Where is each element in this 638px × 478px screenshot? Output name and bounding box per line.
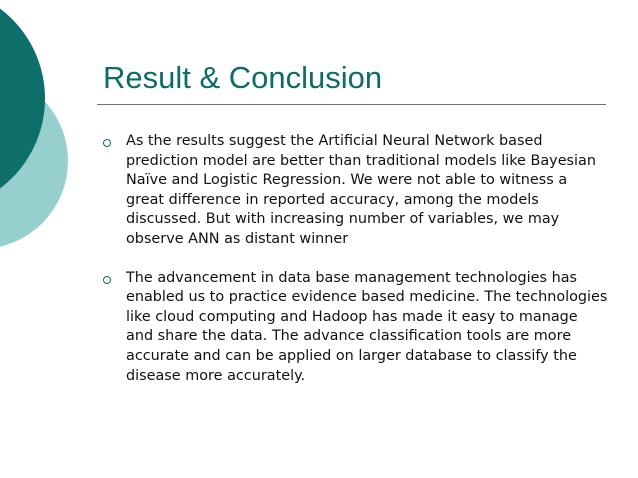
hollow-circle-bullet-icon	[103, 139, 111, 147]
bullet-item-advancement	[103, 269, 608, 387]
bullet-text: The advancement in data base management technologies has enabled us to practice evidence based medicine. The technologies like cloud computing and Hadoop has made it easy to manage and share the data. The advance classification tools are more accurate and can be applied on larger database to classify the disease more accurately.	[126, 269, 608, 384]
slide-title: Result & Conclusion	[103, 60, 383, 95]
hollow-circle-bullet-icon	[103, 276, 111, 284]
title-divider	[97, 104, 606, 105]
bullet-text: As the results suggest the Artificial Neural Network based prediction model are better than traditional models like Bayesian Naïve and Logistic Regression. We were not able to witness a great difference in reported accuracy, among the models discussed. But with increasing number of variables, we may observe ANN as distant winner	[126, 133, 596, 247]
bullet-list	[103, 132, 608, 405]
bullet-item-results	[103, 132, 608, 250]
